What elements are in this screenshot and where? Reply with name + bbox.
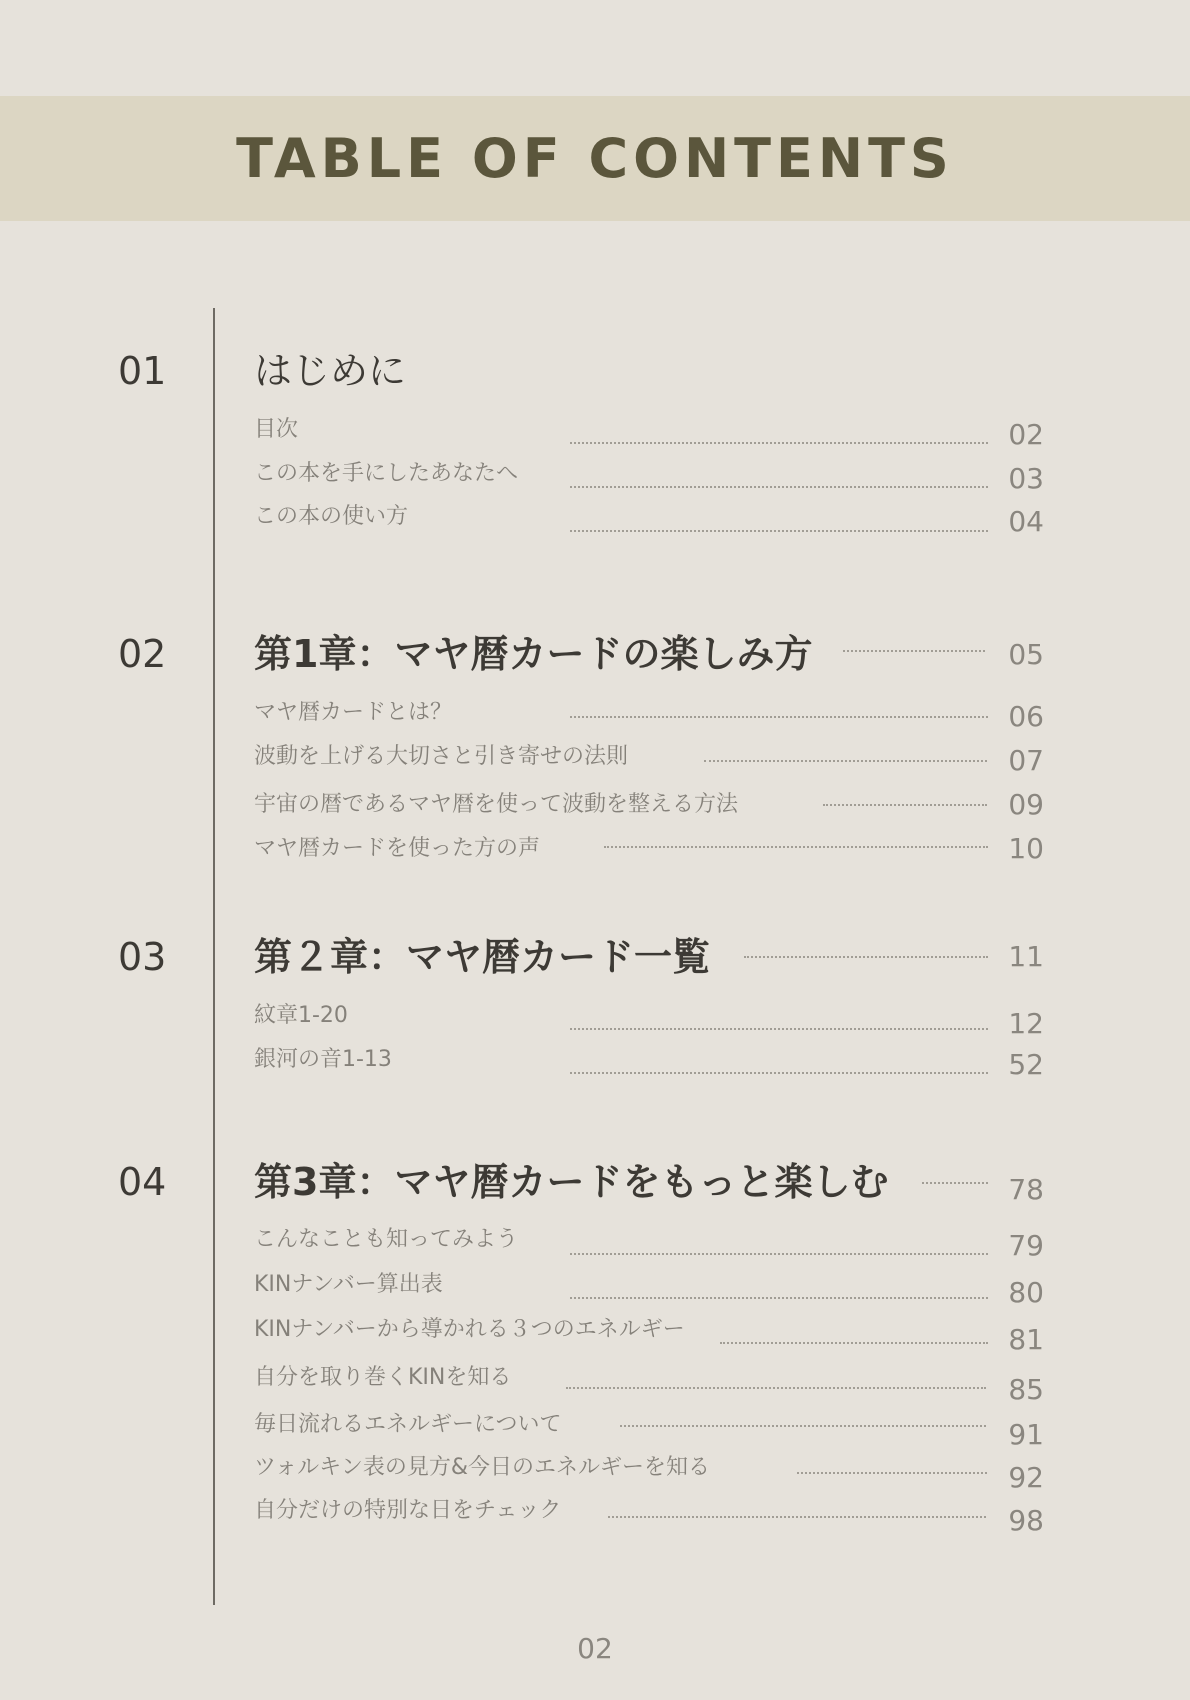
section-heading: 第２章：マヤ暦カード一覧 (254, 935, 711, 979)
page-title: TABLE OF CONTENTS (236, 127, 954, 190)
section-heading-page: 05 (1008, 638, 1044, 671)
toc-item-page: 06 (1008, 700, 1044, 733)
toc-item-page: 52 (1008, 1048, 1044, 1081)
toc-item-label: 自分を取り巻くKINを知る (254, 1365, 512, 1390)
toc-item-label: 毎日流れるエネルギーについて (254, 1412, 562, 1437)
toc-item-page: 98 (1008, 1504, 1044, 1537)
dot-leader (570, 530, 988, 532)
dot-leader (566, 1387, 986, 1389)
toc-item-label: 自分だけの特別な日をチェック (254, 1498, 562, 1523)
toc-item-page: 80 (1008, 1276, 1044, 1309)
toc-item-page: 04 (1008, 505, 1044, 538)
toc-item-label: KINナンバー算出表 (254, 1272, 443, 1297)
dot-leader (620, 1425, 986, 1427)
section-number: 03 (118, 935, 167, 979)
toc-item-label: 目次 (254, 417, 299, 442)
toc-item-page: 07 (1008, 744, 1044, 777)
toc-item-page: 12 (1008, 1007, 1044, 1040)
toc-item-label: この本の使い方 (254, 504, 409, 529)
toc-item-label: ツォルキン表の見方&今日のエネルギーを知る (254, 1455, 711, 1480)
section-heading: 第1章：マヤ暦カードの楽しみ方 (254, 632, 813, 676)
toc-item-label: マヤ暦カードとは？ (254, 700, 453, 725)
section-heading-page: 78 (1008, 1173, 1044, 1206)
dot-leader (922, 1182, 988, 1184)
toc-item-page: 85 (1008, 1373, 1044, 1406)
dot-leader (570, 486, 988, 488)
dot-leader (744, 956, 988, 958)
section-heading: はじめに (254, 349, 407, 393)
toc-item-label: 波動を上げる大切さと引き寄せの法則 (254, 744, 629, 769)
section-heading: 第3章：マヤ暦カードをもっと楽しむ (254, 1160, 889, 1204)
toc-item-label: この本を手にしたあなたへ (254, 461, 519, 486)
dot-leader (570, 1028, 988, 1030)
vertical-divider (213, 308, 215, 1605)
dot-leader (720, 1342, 988, 1344)
section-number: 02 (118, 632, 167, 676)
page-number: 02 (577, 1632, 613, 1665)
toc-item-page: 10 (1008, 832, 1044, 865)
toc-item-page: 79 (1008, 1229, 1044, 1262)
toc-item-page: 03 (1008, 462, 1044, 495)
dot-leader (704, 760, 987, 762)
section-number: 01 (118, 349, 167, 393)
dot-leader (570, 442, 988, 444)
toc-item-label: マヤ暦カードを使った方の声 (254, 836, 541, 861)
title-banner (0, 96, 1190, 221)
dot-leader (570, 1297, 988, 1299)
toc-item-page: 02 (1008, 418, 1044, 451)
toc-item-label: こんなことも知ってみよう (254, 1227, 519, 1252)
toc-item-page: 09 (1008, 788, 1044, 821)
toc-item-label: 宇宙の暦であるマヤ暦を使って波動を整える方法 (254, 792, 739, 817)
dot-leader (570, 1072, 988, 1074)
dot-leader (608, 1516, 986, 1518)
toc-item-label: 銀河の音1-13 (254, 1047, 392, 1072)
dot-leader (570, 716, 988, 718)
toc-item-label: 紋章1-20 (254, 1003, 348, 1028)
section-heading-page: 11 (1008, 940, 1044, 973)
toc-item-page: 91 (1008, 1418, 1044, 1451)
dot-leader (570, 1253, 988, 1255)
toc-item-page: 81 (1008, 1323, 1044, 1356)
dot-leader (797, 1472, 987, 1474)
toc-item-label: KINナンバーから導かれる３つのエネルギー (254, 1317, 685, 1342)
section-number: 04 (118, 1160, 167, 1204)
toc-item-page: 92 (1008, 1461, 1044, 1494)
dot-leader (604, 846, 988, 848)
dot-leader (843, 650, 985, 652)
dot-leader (823, 804, 987, 806)
